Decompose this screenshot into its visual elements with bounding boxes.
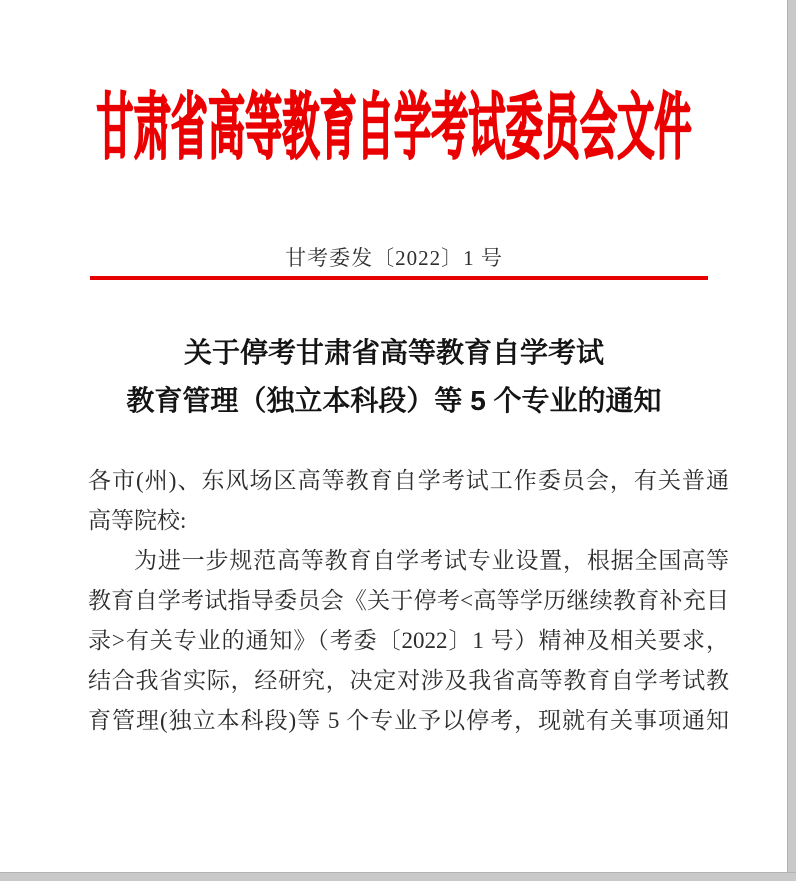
scanned-page-edge-right [787, 0, 796, 881]
body-text-line: 高等院校: [88, 508, 187, 533]
scanned-page-edge-bottom [0, 872, 796, 881]
body-text-line: 为进一步规范高等教育自学考试专业设置，根据全国高等 [134, 548, 729, 573]
body-text-line: 录>有关专业的通知》（考委〔2022〕1 号）精神及相关要求， [88, 628, 729, 653]
red-letterhead-banner [0, 86, 788, 168]
body-text-line: 育管理(独立本科段)等 5 个专业予以停考，现就有关事项通知 [88, 708, 729, 733]
letterhead-title: 甘肃省高等教育自学考试委员会文件 [96, 86, 692, 168]
document-title-line-1: 关于停考甘肃省高等教育自学考试 [183, 337, 604, 368]
document-title-line-2: 教育管理（独立本科段）等 5 个专业的通知 [126, 385, 662, 416]
document-body [88, 461, 729, 741]
red-separator-line [90, 276, 708, 280]
document-title [0, 329, 788, 425]
body-text-line: 各市(州)、东风场区高等教育自学考试工作委员会，有关普通 [88, 468, 729, 493]
document-reference-number: 甘考委发〔2022〕1 号 [285, 246, 503, 270]
body-text-line: 教育自学考试指导委员会《关于停考<高等学历继续教育补充目 [88, 588, 729, 613]
body-text-line: 结合我省实际，经研究，决定对涉及我省高等教育自学考试教 [88, 668, 729, 693]
